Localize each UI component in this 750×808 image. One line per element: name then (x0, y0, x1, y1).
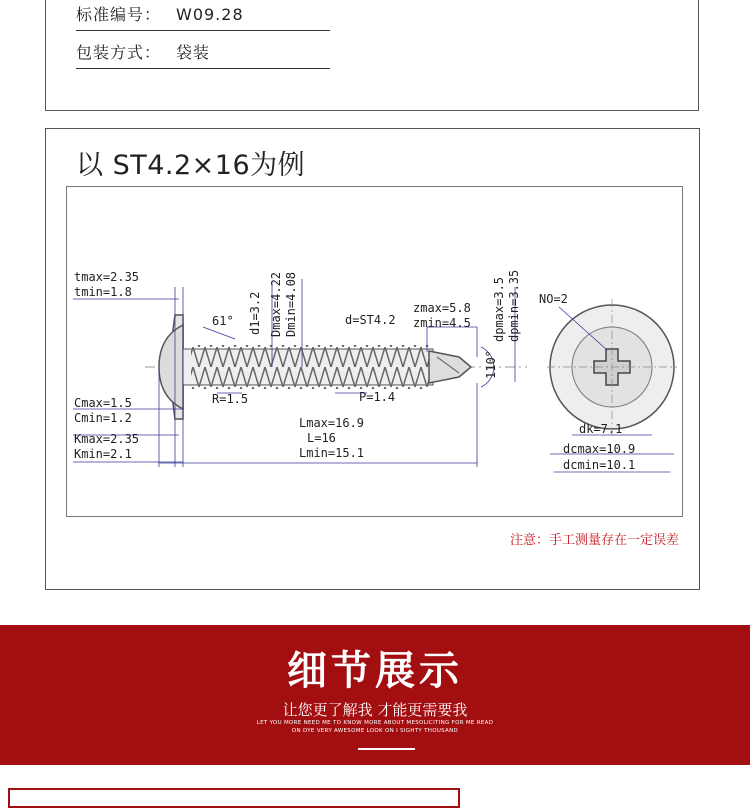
screw-thread (191, 345, 429, 389)
spec-value-packaging: 袋装 (176, 43, 211, 62)
screw-drawing-svg (67, 187, 682, 516)
label-cmin: Cmin=1.2 (74, 411, 132, 425)
label-angle: 61° (212, 314, 234, 328)
label-dcmin: dcmin=10.1 (563, 458, 636, 472)
label-tmax: tmax=2.35 (74, 270, 140, 284)
banner-title: 细节展示 (287, 648, 463, 694)
banner-subtitle: 让您更了解我 才能更需要我 (282, 701, 468, 719)
label-cmax: Cmax=1.5 (74, 396, 132, 410)
banner-english-line-1: LET YOU MORE NEED ME TO KNOW MORE ABOUT MESOLICITING FOR ME READ (256, 720, 494, 726)
label-dcmax: dcmax=10.9 (563, 442, 636, 456)
spec-box (45, 0, 699, 111)
spec-label-standard: 标准编号： (76, 5, 162, 24)
technical-drawing (66, 186, 683, 517)
label-dk: dk=7.1 (579, 422, 623, 436)
label-d1: d1=3.2 (248, 291, 262, 335)
label-tmin: tmin=1.8 (74, 285, 132, 299)
spec-row-standard (76, 0, 330, 31)
label-dmax: Dmax=4.22 (269, 271, 283, 337)
example-title: 以 ST4.2×16为例 (76, 150, 306, 181)
banner-english-line-2: ON DYE VERY AWESOME LOOK ON I SIGHTY THOUSAND (291, 728, 459, 734)
banner-divider (358, 748, 415, 750)
label-dmin: Dmin=4.08 (284, 271, 298, 337)
measurement-note: 注意：手工测量存在一定误差 (509, 533, 679, 548)
spec-row-packaging (76, 38, 330, 69)
detail-banner (0, 625, 750, 765)
example-box (45, 128, 700, 590)
label-l: L=16 (307, 431, 336, 445)
label-radius: R=1.5 (212, 392, 249, 406)
label-dpmax: dpmax=3.5 (492, 276, 506, 342)
next-section-frame (8, 788, 460, 808)
spec-value-standard: W09.28 (176, 5, 244, 24)
label-lmax: Lmax=16.9 (299, 416, 365, 430)
label-kmax: Kmax=2.35 (74, 432, 140, 446)
label-dpmin: dpmin=3.35 (507, 269, 521, 342)
spec-label-packaging: 包装方式： (76, 43, 162, 62)
label-zmax: zmax=5.8 (413, 301, 471, 315)
label-pitch: P=1.4 (359, 390, 396, 404)
label-d: d=ST4.2 (345, 313, 396, 327)
label-kmin: Kmin=2.1 (74, 447, 132, 461)
label-zmin: zmin=4.5 (413, 316, 471, 330)
screw-head (159, 325, 183, 409)
label-point-angle: 110° (484, 350, 498, 379)
label-lmin: Lmin=15.1 (299, 446, 365, 460)
label-no: NO=2 (539, 292, 568, 306)
